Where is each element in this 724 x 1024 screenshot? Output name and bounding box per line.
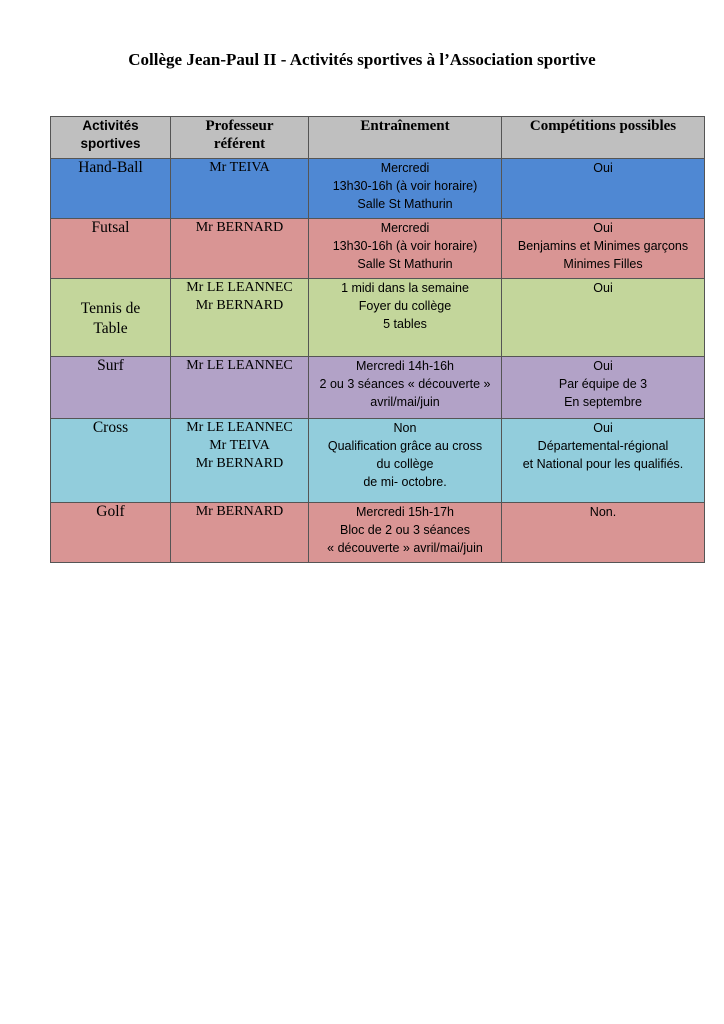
- training-cell-line: 1 midi dans la semaine: [341, 281, 469, 295]
- training-cell-line: 13h30-16h (à voir horaire): [332, 179, 478, 193]
- training-cell-line: 5 tables: [383, 317, 427, 331]
- training-cell: [309, 159, 502, 219]
- training-cell-line: du collège: [376, 457, 434, 471]
- activity-cell-line: Table: [93, 320, 128, 337]
- training-cell-line: Qualification grâce au cross: [327, 439, 483, 453]
- table-row: [51, 279, 705, 357]
- training-cell: [309, 503, 502, 563]
- training-cell-line: Mercredi: [380, 221, 430, 235]
- training-cell: [309, 357, 502, 419]
- activities-table: [50, 116, 705, 563]
- competitions-cell-line: Benjamins et Minimes garçons: [517, 239, 689, 253]
- teacher-cell-line: Mr LE LEANNEC: [186, 280, 293, 295]
- training-cell-line: avril/mai/juin: [370, 395, 440, 409]
- competitions-cell: [502, 219, 705, 279]
- competitions-cell: [502, 419, 705, 503]
- table-row: [51, 357, 705, 419]
- competitions-cell-line: Oui: [593, 359, 613, 373]
- activity-cell-line: Golf: [96, 503, 125, 520]
- training-cell-line: Bloc de 2 ou 3 séances: [340, 523, 470, 537]
- teacher-cell-line: Mr TEIVA: [209, 438, 270, 453]
- teacher-cell: [171, 219, 309, 279]
- teacher-cell-line: Mr TEIVA: [209, 160, 270, 175]
- training-cell-line: Salle St Mathurin: [357, 257, 453, 271]
- table-body: [51, 159, 705, 563]
- competitions-cell-line: Départemental-régional: [537, 439, 669, 453]
- competitions-cell-line: En septembre: [564, 395, 642, 409]
- teacher-cell-line: Mr BERNARD: [195, 298, 284, 313]
- header-teacher: Professeur référent: [171, 117, 309, 159]
- teacher-cell: [171, 279, 309, 357]
- competitions-cell-line: Oui: [593, 421, 613, 435]
- teacher-cell: [171, 159, 309, 219]
- activity-cell: [51, 159, 171, 219]
- teacher-cell-line: Mr BERNARD: [195, 504, 284, 519]
- competitions-cell: [502, 159, 705, 219]
- teacher-cell-line: Mr LE LEANNEC: [186, 358, 293, 373]
- teacher-cell: [171, 357, 309, 419]
- training-cell-line: 2 ou 3 séances « découverte »: [319, 377, 491, 391]
- activity-cell-line: Cross: [92, 419, 129, 436]
- teacher-cell-line: Mr BERNARD: [195, 220, 284, 235]
- competitions-cell-line: Oui: [593, 221, 613, 235]
- table-row: [51, 159, 705, 219]
- competitions-cell-line: Oui: [593, 281, 613, 295]
- activity-cell-line: Surf: [97, 357, 124, 374]
- training-cell-line: Mercredi 15h-17h: [356, 505, 454, 519]
- activity-cell: [51, 503, 171, 563]
- table-row: [51, 419, 705, 503]
- competitions-cell: [502, 503, 705, 563]
- activity-cell-line: Tennis de: [80, 300, 141, 317]
- competitions-cell-line: Minimes Filles: [563, 257, 643, 271]
- activity-cell: [51, 419, 171, 503]
- training-cell-line: Salle St Mathurin: [357, 197, 453, 211]
- activity-cell: [51, 357, 171, 419]
- competitions-cell: [502, 357, 705, 419]
- training-cell: [309, 219, 502, 279]
- teacher-cell-line: Mr LE LEANNEC: [186, 420, 293, 435]
- training-cell-line: « découverte » avril/mai/juin: [327, 541, 483, 555]
- header-training: Entraînement: [309, 117, 502, 159]
- activity-cell-line: Hand-Ball: [78, 159, 143, 176]
- training-cell-line: Foyer du collège: [358, 299, 452, 313]
- table-row: [51, 219, 705, 279]
- header-activities: Activités sportives: [51, 117, 171, 159]
- table-header-row: [51, 117, 705, 159]
- training-cell-line: Mercredi: [380, 161, 430, 175]
- training-cell-line: Mercredi 14h-16h: [356, 359, 454, 373]
- competitions-cell-line: et National pour les qualifiés.: [522, 457, 684, 471]
- activity-cell: [51, 219, 171, 279]
- training-cell: [309, 419, 502, 503]
- competitions-cell-line: Oui: [593, 161, 613, 175]
- training-cell-line: Non: [393, 421, 417, 435]
- table-row: [51, 503, 705, 563]
- competitions-cell: [502, 279, 705, 357]
- teacher-cell: [171, 503, 309, 563]
- training-cell: [309, 279, 502, 357]
- header-competitions: Compétitions possibles: [502, 117, 705, 159]
- activity-cell: [51, 279, 171, 357]
- teacher-cell-line: Mr BERNARD: [195, 456, 284, 471]
- training-cell-line: de mi- octobre.: [363, 475, 447, 489]
- competitions-cell-line: Par équipe de 3: [558, 377, 648, 391]
- page-title: Collège Jean-Paul II - Activités sportives à l’Association sportive: [128, 50, 596, 69]
- activity-cell-line: Futsal: [91, 219, 130, 236]
- competitions-cell-line: Non.: [589, 505, 617, 519]
- training-cell-line: 13h30-16h (à voir horaire): [332, 239, 478, 253]
- teacher-cell: [171, 419, 309, 503]
